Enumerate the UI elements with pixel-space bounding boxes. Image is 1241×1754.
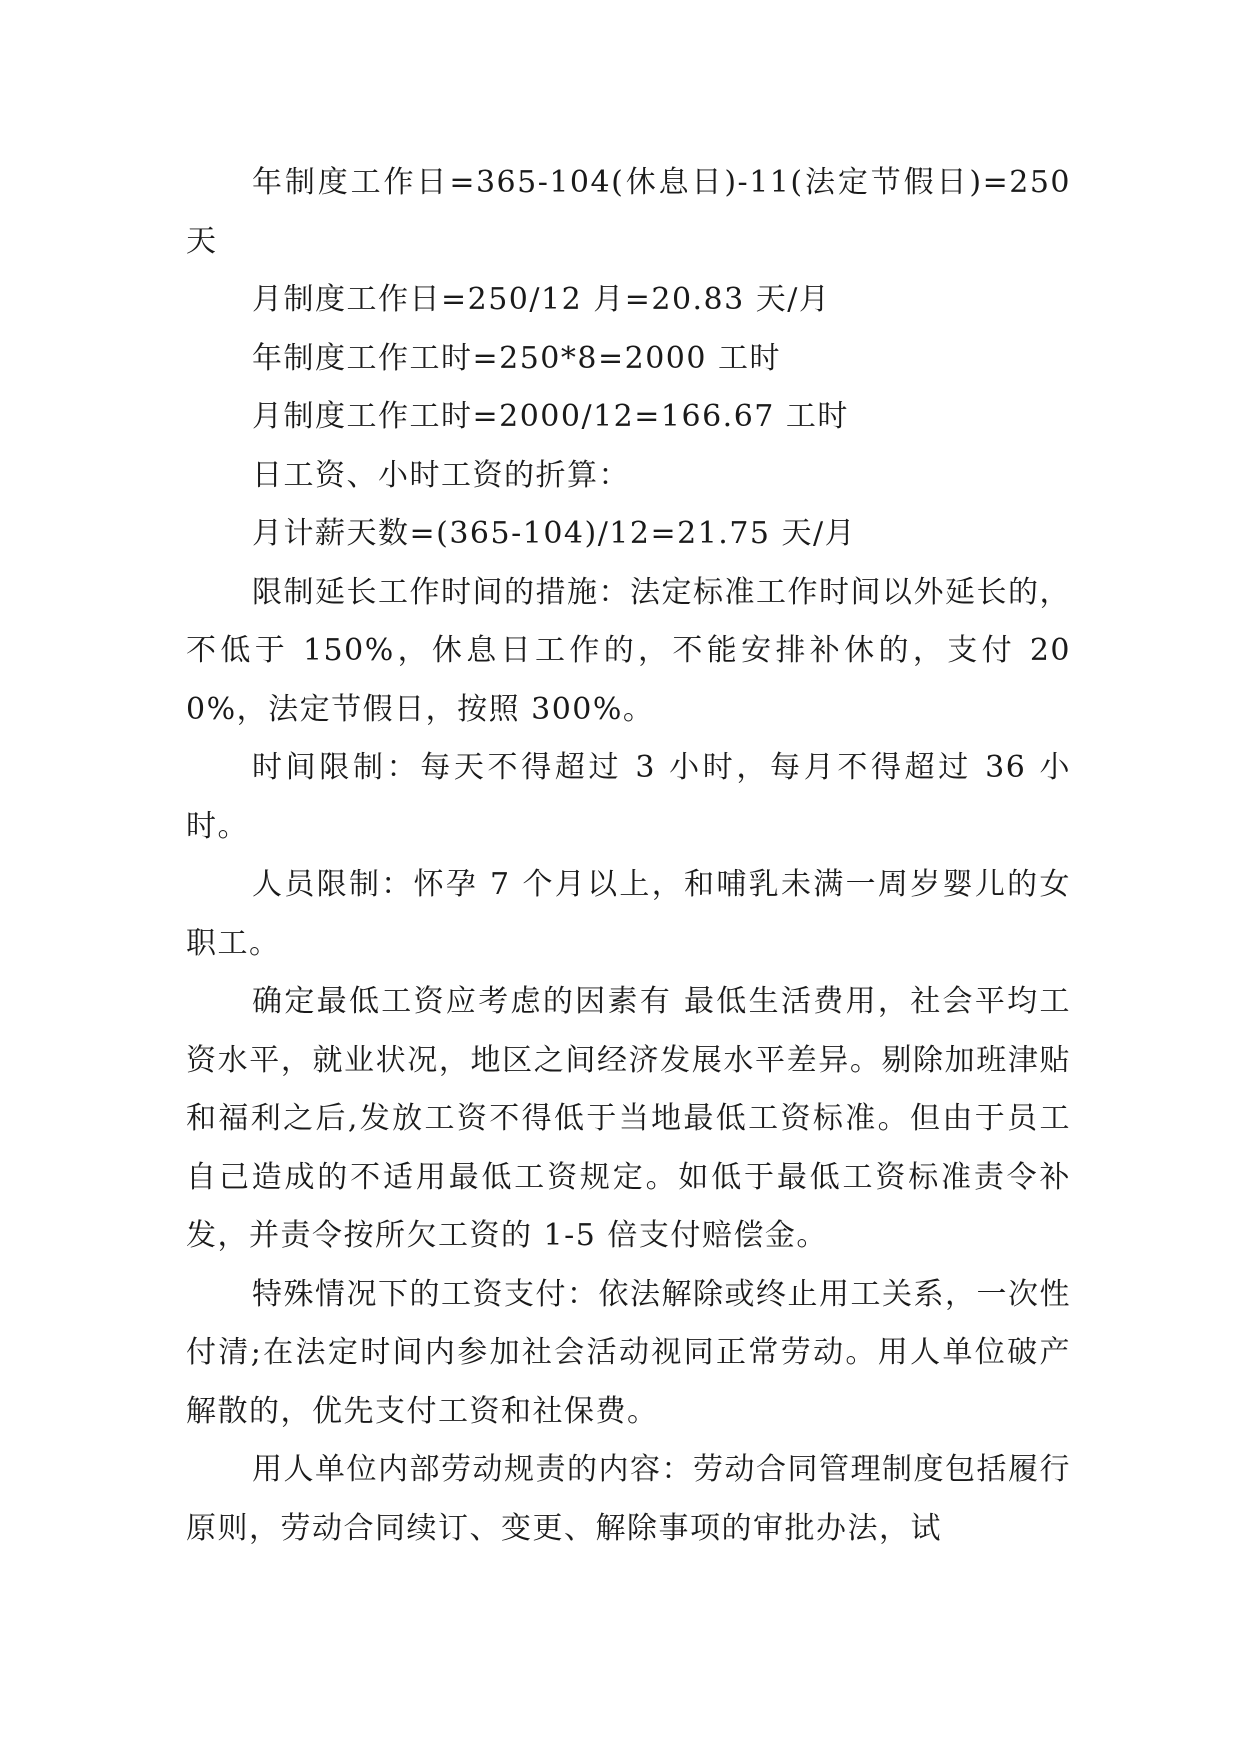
paragraph-personnel-limit: 人员限制：怀孕 7 个月以上，和哺乳未满一周岁婴儿的女职工。: [186, 867, 1071, 961]
paragraph-annual-work-days: 年制度工作日=365-104(休息日)-11(法定节假日)=250 天: [186, 165, 1071, 259]
paragraph-special-wage-payment: 特殊情况下的工资支付：依法解除或终止用工关系，一次性付清;在法定时间内参加社会活动视同正常劳动。用人单位破产解散的，优先支付工资和社保费。: [186, 1276, 1071, 1429]
paragraph-monthly-pay-days: 月计薪天数=(365-104)/12=21.75 天/月: [252, 516, 857, 551]
paragraph-internal-labor-rules: 用人单位内部劳动规责的内容：劳动合同管理制度包括履行原则，劳动合同续订、变更、解除事项的审批办法，试: [186, 1452, 1071, 1546]
paragraph-minimum-wage: 确定最低工资应考虑的因素有 最低生活费用，社会平均工资水平，就业状况，地区之间经济发展水平差异。剔除加班津贴和福利之后,发放工资不得低于当地最低工资标准。但由于员工自己造成的不适用最低工资规定。如低于最低工资标准责令补发，并责令按所欠工资的 1-5 倍支付赔偿金。: [186, 984, 1071, 1253]
paragraph-monthly-work-days: 月制度工作日=250/12 月=20.83 天/月: [252, 282, 831, 317]
document-body: [186, 154, 1071, 1558]
paragraph-overtime-measures: 限制延长工作时间的措施：法定标准工作时间以外延长的，不低于 150%，休息日工作的，不能安排补休的，支付 200%，法定节假日，按照 300%。: [186, 574, 1071, 727]
paragraph-time-limit: 时间限制：每天不得超过 3 小时，每月不得超过 36 小时。: [186, 750, 1071, 844]
paragraph-wage-conversion-heading: 日工资、小时工资的折算：: [252, 457, 630, 493]
paragraph-monthly-work-hours: 月制度工作工时=2000/12=166.67 工时: [252, 399, 849, 434]
paragraph-annual-work-hours: 年制度工作工时=250*8=2000 工时: [252, 340, 782, 376]
